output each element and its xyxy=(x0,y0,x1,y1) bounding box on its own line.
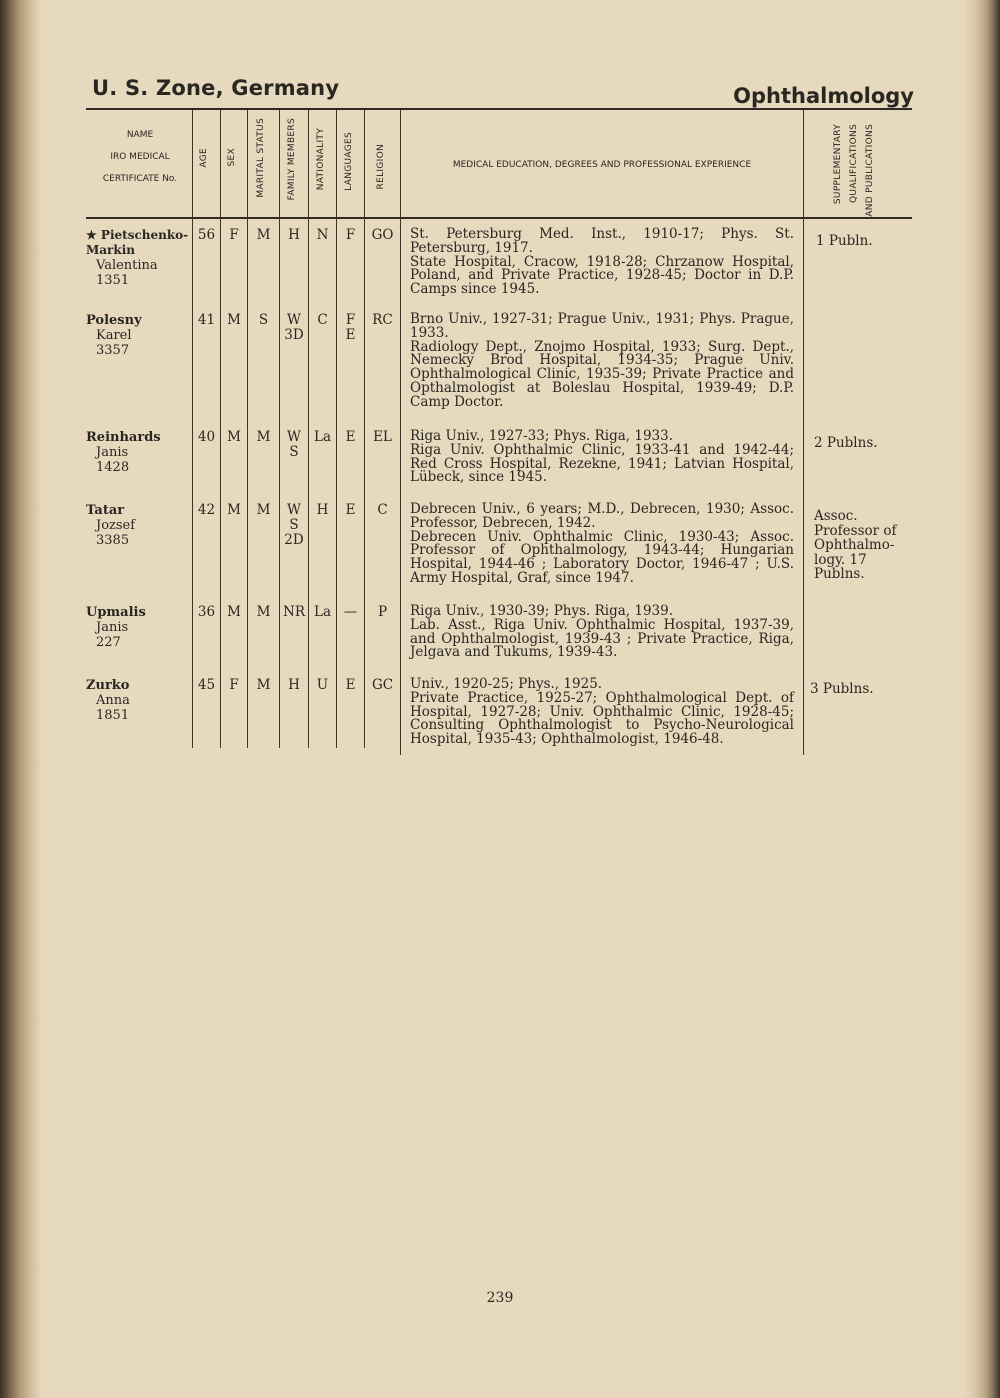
languages-cell xyxy=(337,313,364,343)
col-divider xyxy=(803,110,804,755)
religion-cell: GC xyxy=(371,677,394,693)
age-cell: 42 xyxy=(197,502,216,518)
experience-line: Debrecen Univ. Ophthalmic Clinic, 1930-43; Assoc. Professor of Ophthalmology, 1943-44; Hungarian Hospital, 1944-46 ; Laboratory Doctor, 1946-47 ; U.S. Army Hospital, Graf, since 1947. xyxy=(410,528,794,586)
family-value: W xyxy=(287,429,301,445)
experience-line: State Hospital, Cracow, 1918-28; Chrzanow Hospital, Poland, and Private Practice, 1928-45; Doctor in D.P. Camps since 1945. xyxy=(410,253,794,298)
surname: Zurko xyxy=(86,678,130,693)
col-header-supplementary-2: QUALIFICATIONS xyxy=(849,124,859,203)
name-cell xyxy=(86,503,198,548)
supplementary-cell: 2 Publns. xyxy=(814,435,878,451)
education-cell xyxy=(410,228,794,297)
languages-cell: E xyxy=(345,502,356,518)
col-header-education: MEDICAL EDUCATION, DEGREES AND PROFESSIONAL EXPERIENCE xyxy=(452,160,752,170)
surname: Polesny xyxy=(86,313,142,328)
surname-continued: Markin xyxy=(86,243,135,257)
religion-cell: P xyxy=(377,604,388,620)
education-line: St. Petersburg Med. Inst., 1910-17; Phys. St. Petersburg, 1917. xyxy=(410,226,794,256)
religion-cell: EL xyxy=(373,429,392,445)
nationality-cell: U xyxy=(316,677,329,693)
family-cell xyxy=(280,503,308,548)
education-cell xyxy=(410,503,794,586)
col-divider xyxy=(400,110,401,755)
surname: Reinhards xyxy=(86,430,161,445)
col-header-nationality: NATIONALITY xyxy=(316,128,326,191)
languages-cell: F xyxy=(345,227,356,243)
page-number: 239 xyxy=(486,1290,514,1306)
col-header-supplementary-3: AND PUBLICATIONS xyxy=(865,124,875,217)
name-cell xyxy=(86,313,198,358)
col-header-family-members: FAMILY MEMBERS xyxy=(287,118,297,201)
family-cell: H xyxy=(288,227,300,243)
sex-cell: M xyxy=(227,604,241,620)
education-line: Debrecen Univ., 6 years; M.D., Debrecen, 1930; Assoc. Professor, Debrecen, 1942. xyxy=(410,501,794,531)
family-cell: H xyxy=(288,677,300,693)
col-divider xyxy=(247,110,248,748)
sex-cell: M xyxy=(227,312,241,328)
certificate-number: 227 xyxy=(96,635,121,650)
sex-cell: M xyxy=(227,502,241,518)
experience-line: Radiology Dept., Znojmo Hospital, 1933; Surg. Dept., Nemecky Brod Hospital, 1934-35; Prague Univ. Ophthalmological Clinic, 1935-39; Private Practice and Opthalmologist at Boleslau Hospital, 1939-49; D.P. Camp Doctor. xyxy=(410,338,794,410)
age-cell: 45 xyxy=(197,677,216,693)
certificate-number: 3357 xyxy=(96,343,130,358)
age-cell: 40 xyxy=(197,429,216,445)
col-divider xyxy=(192,110,193,748)
education-cell xyxy=(410,678,794,747)
nationality-cell: La xyxy=(313,604,331,620)
certificate-number: 1428 xyxy=(96,460,130,475)
sex-cell: F xyxy=(229,677,239,693)
family-cell: NR xyxy=(283,604,305,620)
surname: Upmalis xyxy=(86,605,146,620)
col-header-name-line2: IRO MEDICAL xyxy=(110,152,170,162)
col-divider xyxy=(220,110,221,748)
name-cell xyxy=(86,430,198,475)
col-divider xyxy=(308,110,309,748)
name-cell xyxy=(86,228,198,288)
supplementary-cell: 1 Publn. xyxy=(816,233,873,249)
col-header-age: AGE xyxy=(199,148,209,168)
certificate-number: 1351 xyxy=(96,273,130,288)
sex-cell: M xyxy=(227,429,241,445)
education-line: Univ., 1920-25; Phys., 1925. xyxy=(410,676,603,692)
family-cell xyxy=(280,430,308,460)
education-cell xyxy=(410,605,794,660)
sex-cell: F xyxy=(229,227,239,243)
experience-line: Private Practice, 1925-27; Ophthalmological Dept. of Hospital, 1927-28; Univ. Ophthalmic Clinic, 1928-45; Consulting Ophthalmologist to Psycho-Neurological Hospital, 1935-43; Ophthalmologist, 1946-48. xyxy=(410,689,794,748)
given-name: Anna xyxy=(96,693,130,708)
nationality-cell: H xyxy=(316,502,329,518)
page-header-zone: U. S. Zone, Germany xyxy=(92,76,340,100)
religion-cell: C xyxy=(377,502,388,518)
certificate-number: 3385 xyxy=(96,533,130,548)
page-header-specialty: Ophthalmology xyxy=(733,84,914,108)
marital-cell: M xyxy=(256,502,271,518)
nationality-cell: La xyxy=(313,429,331,445)
page-edge xyxy=(964,0,1000,1398)
col-divider xyxy=(279,110,280,748)
family-cell xyxy=(280,313,308,343)
experience-line: Riga Univ. Ophthalmic Clinic, 1933-41 and 1942-44; Red Cross Hospital, Rezekne, 1941; Latvian Hospital, Lübeck, since 1945. xyxy=(410,441,794,486)
education-cell xyxy=(410,430,794,485)
family-value: W xyxy=(287,312,301,328)
col-header-name xyxy=(90,124,190,190)
family-value-2: S xyxy=(289,517,299,533)
religion-cell: GO xyxy=(371,227,394,243)
col-header-marital-status: MARITAL STATUS xyxy=(256,118,266,198)
family-value-2: 3D xyxy=(284,327,304,343)
col-header-supplementary-1: SUPPLEMENTARY xyxy=(833,124,843,205)
col-divider xyxy=(364,110,365,748)
col-header-name-line1: NAME xyxy=(126,130,154,140)
religion-cell: RC xyxy=(372,312,393,328)
languages-cell: — xyxy=(343,604,358,620)
language-value: F xyxy=(345,312,356,328)
family-value-3: 2D xyxy=(284,532,304,548)
given-name: Janis xyxy=(96,445,129,460)
col-header-religion: RELIGION xyxy=(376,144,386,190)
supplementary-cell: Assoc. Professor of Ophthalmo- logy. 17 Publns. xyxy=(814,508,897,582)
education-line: Riga Univ., 1927-33; Phys. Riga, 1933. xyxy=(410,428,674,444)
given-name: Janis xyxy=(96,620,129,635)
education-line: Brno Univ., 1927-31; Prague Univ., 1931; Phys. Prague, 1933. xyxy=(410,311,794,341)
certificate-number: 1851 xyxy=(96,708,130,723)
family-value-2: S xyxy=(289,444,299,460)
col-header-languages: LANGUAGES xyxy=(344,132,354,191)
language-value-2: E xyxy=(345,327,356,343)
given-name: Valentina xyxy=(96,258,158,273)
education-cell xyxy=(410,313,794,410)
languages-cell: E xyxy=(345,677,356,693)
header-top-rule xyxy=(86,108,912,110)
nationality-cell: C xyxy=(317,312,328,328)
surname: Tatar xyxy=(86,503,125,518)
col-header-sex: SEX xyxy=(227,148,237,167)
col-header-name-line3: CERTIFICATE No. xyxy=(102,174,178,184)
marital-cell: M xyxy=(256,429,271,445)
education-line: Riga Univ., 1930-39; Phys. Riga, 1939. xyxy=(410,603,674,619)
age-cell: 56 xyxy=(197,227,216,243)
surname: ★ Pietschenko- xyxy=(86,228,189,242)
marital-cell: M xyxy=(256,227,271,243)
col-divider xyxy=(336,110,337,748)
marital-cell: M xyxy=(256,677,271,693)
nationality-cell: N xyxy=(316,227,329,243)
marital-cell: M xyxy=(256,604,271,620)
marital-cell: S xyxy=(258,312,269,328)
languages-cell: E xyxy=(345,429,356,445)
book-spine-shadow xyxy=(0,0,40,1398)
supplementary-cell: 3 Publns. xyxy=(810,681,874,697)
given-name: Karel xyxy=(96,328,132,343)
age-cell: 41 xyxy=(197,312,216,328)
family-value: W xyxy=(287,502,301,518)
age-cell: 36 xyxy=(197,604,216,620)
name-cell xyxy=(86,605,198,650)
given-name: Jozsef xyxy=(96,518,136,533)
name-cell xyxy=(86,678,198,723)
experience-line: Lab. Asst., Riga Univ. Ophthalmic Hospital, 1937-39, and Ophthalmologist, 1939-43 ; Private Practice, Riga, Jelgava and Tukums, 1939-43. xyxy=(410,616,794,661)
header-bottom-rule xyxy=(86,217,912,219)
